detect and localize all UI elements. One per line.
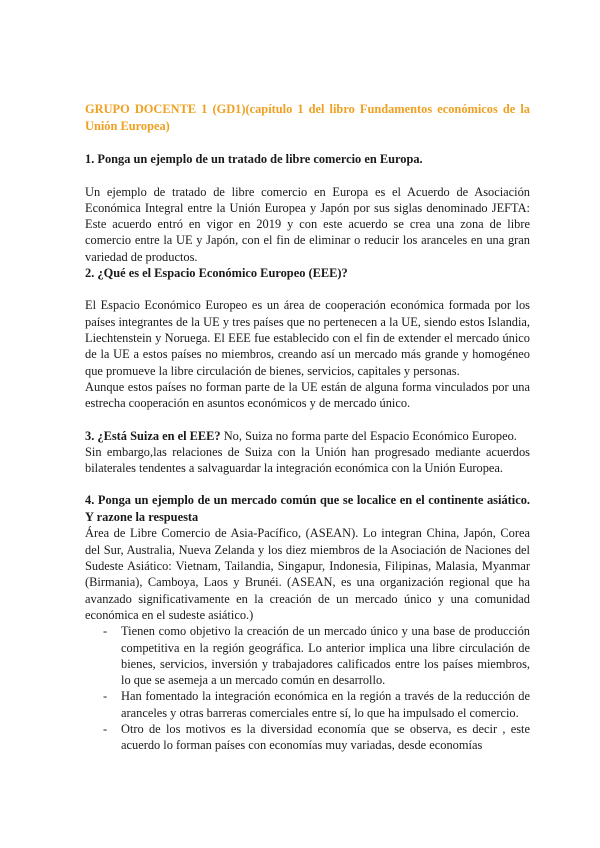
question-2: 2. ¿Qué es el Espacio Económico Europeo (EEE)? — [85, 265, 348, 280]
list-item-text: Han fomentado la integración económica en la región a través de la reducción de aranceles y otras barreras comerciales entre sí, lo que ha impulsado el comercio. — [121, 689, 530, 720]
answer-3-inline: No, Suiza no forma parte del Espacio Económico Europeo. — [220, 428, 517, 443]
list-item — [85, 721, 530, 754]
list-item — [85, 623, 530, 688]
answer-1: Un ejemplo de tratado de libre comercio en Europa es el Acuerdo de Asociación Económica Integral entre la Unión Europea y Japón por sus siglas denominado JEFTA: Este acuerdo entró en vigor en 2019 y con este acuerdo se crea una zona de libre comercio entre la UE y Japón, con el fin de eliminar o reducir los aranceles en una gran variedad de productos. — [85, 184, 530, 264]
question-3: 3. ¿Está Suiza en el EEE? — [85, 428, 221, 443]
answer-2-extra: Aunque estos países no forman parte de la UE están de alguna forma vinculados por una estrecha cooperación en asuntos económicos y de mercado único. — [85, 379, 530, 411]
list-item-text: Tienen como objetivo la creación de un mercado único y una base de producción competitiva en la región geográfica. Lo anterior implica una libre circulación de bienes, servicios, inversión y trabajadores calificados entre los países miembros, lo que se asemeja a un mercado común en desarrollo. — [121, 624, 530, 688]
dash-bullet-icon: - — [103, 722, 108, 737]
list-item — [85, 688, 530, 721]
document-page — [85, 101, 530, 754]
dash-bullet-icon: - — [103, 689, 108, 704]
list-item-text: Otro de los motivos es la diversidad economía que se observa, es decir , este acuerdo lo forman países con economías muy variadas, desde economías — [121, 722, 530, 753]
question-3-paragraph — [85, 428, 530, 444]
answer-3: Sin embargo,las relaciones de Suiza con la Unión han progresado mediante acuerdos bilaterales tendentes a salvaguardar la integración económica con la Unión Europea. — [85, 444, 530, 476]
answer-2: El Espacio Económico Europeo es un área de cooperación económica formada por los países integrantes de la UE y tres países que no pertenecen a la UE, siendo estos Islandia, Liechtenstein y Noruega. El EEE fue establecido con el fin de extender el mercado único de la UE a estos países no miembros, creando así un mercado más grande y homogéneo que promueve la libre circulación de bienes, servicios, capitales y personas. — [85, 298, 530, 378]
question-4: 4. Ponga un ejemplo de un mercado común que se localice en el continente asiático. Y razone la respuesta — [85, 493, 530, 524]
question-1: 1. Ponga un ejemplo de un tratado de libre comercio en Europa. — [85, 152, 423, 166]
document-title: GRUPO DOCENTE 1 (GD1)(capítulo 1 del libro Fundamentos económicos de la Unión Europea) — [85, 102, 530, 133]
answer-4: Área de Libre Comercio de Asia-Pacífico, (ASEAN). Lo integran China, Japón, Corea del Sur, Australia, Nueva Zelanda y los diez miembros de la Asociación de Naciones del Sudeste Asiático: Vietnam, Tailandia, Singapur, Indonesia, Filipinas, Malasia, Myanmar (Birmania), Camboya, Laos y Brunéi. (ASEAN, es una organización regional que ha avanzado significativamente en la creación de un mercado único y una comunidad económica en el sudeste asiático.) — [85, 526, 530, 622]
answer-4-bullet-list — [85, 623, 530, 753]
dash-bullet-icon: - — [103, 624, 108, 639]
